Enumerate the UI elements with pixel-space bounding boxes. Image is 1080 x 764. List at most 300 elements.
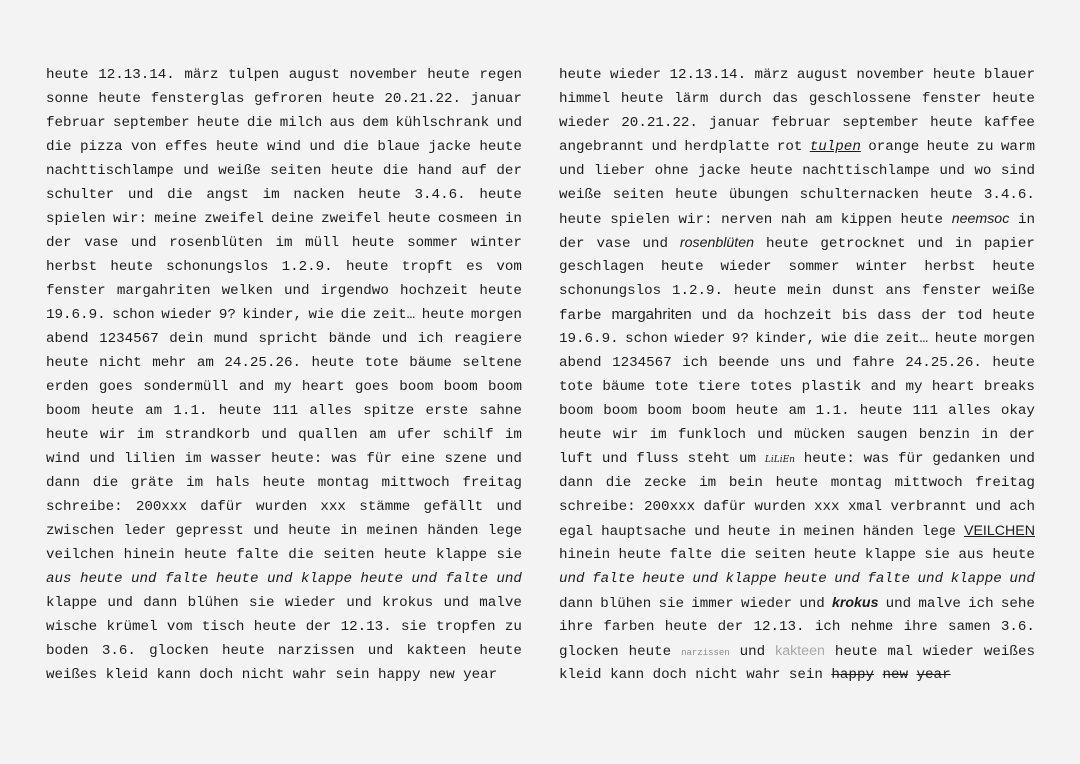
poem-word: fenster <box>921 283 982 299</box>
poem-word: und <box>559 163 585 179</box>
poem-word: 3.4.6. <box>983 187 1035 203</box>
poem-word: saugen <box>856 427 908 443</box>
poem-word: heute <box>427 67 470 83</box>
poem-word: abend <box>559 355 602 371</box>
poem-word: heute <box>46 67 89 83</box>
poem-word: doch <box>652 667 687 683</box>
poem-word: vase <box>596 236 631 252</box>
poem-word: wieder <box>609 67 662 83</box>
poem-word: aus <box>958 547 984 563</box>
poem-word: august <box>796 67 849 83</box>
poem-word: seiten <box>754 547 806 563</box>
poem-word: wahr <box>746 667 781 683</box>
poem-word: schon <box>112 307 155 323</box>
poem-word: schreibe: <box>559 499 636 515</box>
poem-word: heute: <box>803 451 855 467</box>
poem-word: heute <box>79 571 123 587</box>
poem-line <box>46 279 522 303</box>
poem-word: am <box>788 403 806 419</box>
poem-line <box>46 663 522 687</box>
poem-word: seiten <box>270 163 322 179</box>
poem-word: heute <box>930 115 973 131</box>
poem-word: wie <box>821 331 848 347</box>
poem-word: VEILCHEN <box>963 523 1035 539</box>
poem-word: heute <box>479 187 522 203</box>
poem-word: samen <box>947 619 991 635</box>
poem-word: 1.1. <box>815 403 850 419</box>
poem-word: freitag <box>462 475 522 491</box>
poem-word: die <box>167 187 193 203</box>
poem-word: und <box>834 571 860 587</box>
poem-word: heute <box>46 355 89 371</box>
poem-word: 3.6. <box>101 643 136 659</box>
poem-word: heute <box>222 643 265 659</box>
poem-line <box>559 63 1035 87</box>
poem-word: heute: <box>271 451 323 467</box>
poem-word: die <box>340 307 367 323</box>
poem-word: vom <box>496 259 522 275</box>
poem-word: übungen <box>728 187 789 203</box>
poem-word: der <box>717 619 744 635</box>
poem-word: warm <box>1000 139 1035 155</box>
poem-word: deine <box>271 211 314 227</box>
poem-word: dass <box>877 308 912 324</box>
poem-word: alles <box>309 403 352 419</box>
poem-word: tropft <box>401 259 453 275</box>
poem-word: dein <box>169 331 204 347</box>
poem-word: dann <box>46 475 81 491</box>
poem-line <box>559 279 1035 303</box>
poem-word: zu <box>976 139 994 155</box>
poem-word: 9? <box>218 307 236 323</box>
poem-word: krokus <box>831 595 879 611</box>
poem-word: mein <box>787 283 822 299</box>
poem-word: boom <box>46 403 81 419</box>
poem-word: malve <box>918 596 961 612</box>
poem-word: kippen <box>840 212 892 228</box>
poem-word: weiße <box>218 163 261 179</box>
poem-word: my <box>274 379 292 395</box>
poem-word: schilf <box>442 427 494 443</box>
poem-word: sie <box>924 547 950 563</box>
poem-word: heute <box>992 547 1035 563</box>
poem-word: schon <box>625 331 668 347</box>
poem-word: nicht <box>241 667 285 683</box>
poem-word: sie <box>401 619 427 635</box>
poem-word: heute <box>91 403 134 419</box>
poem-word: tisch <box>201 619 245 635</box>
poem-word: gedanken <box>932 451 1001 467</box>
poem-word: wische <box>46 619 98 635</box>
poem-word: boom <box>691 403 726 419</box>
poem-line <box>46 591 522 615</box>
poem-word: sahne <box>479 403 522 419</box>
poem-word: boom <box>399 379 434 395</box>
poem-word: boom <box>443 379 478 395</box>
poem-word: zeit… <box>885 331 929 347</box>
poem-word: spielen <box>610 212 670 228</box>
poem-word: tiere <box>697 379 741 395</box>
poem-word: aus <box>46 571 72 587</box>
poem-word: boom <box>559 403 594 419</box>
poem-word: heute <box>388 211 431 227</box>
poem-word: xxx <box>320 499 346 515</box>
poem-word: fluss <box>636 451 679 467</box>
poem-word: nachttischlampe <box>802 163 930 179</box>
poem-word: sonne <box>46 91 89 107</box>
poem-word: märz <box>184 67 219 83</box>
poem-word: in <box>340 523 358 539</box>
poem-word: heute <box>311 355 355 371</box>
poem-word: und <box>107 595 133 611</box>
poem-word: falte <box>445 571 488 587</box>
poem-word: 200xxx <box>644 499 696 515</box>
poem-word: und <box>799 596 825 612</box>
poem-word: 12.13. <box>753 619 805 635</box>
poem-word: und <box>130 235 157 251</box>
poem-word: beende <box>718 355 770 371</box>
poem-word: ohne <box>654 163 689 179</box>
poem-word: heute <box>479 139 522 155</box>
poem-word: gräte <box>130 475 174 491</box>
poem-word: was <box>863 451 890 467</box>
poem-word: lege <box>487 523 522 539</box>
poem-word: im <box>649 427 667 443</box>
poem-word: geschlossene <box>808 91 912 107</box>
poem-word: schulter <box>46 187 115 203</box>
poem-word: januar <box>470 91 522 107</box>
poem-line <box>559 639 1035 663</box>
poem-word: bein <box>728 475 763 491</box>
poem-line <box>46 567 522 591</box>
poem-word: dem <box>362 115 389 131</box>
poem-word: and <box>238 379 265 395</box>
poem-line <box>46 423 522 447</box>
poem-word: heute <box>479 283 522 299</box>
poem-word: mehr <box>152 355 187 371</box>
poem-word: schreibe: <box>46 499 123 515</box>
poem-word: und <box>130 571 157 587</box>
poem-word: es <box>466 259 484 275</box>
poem-line <box>46 639 522 663</box>
poem-word: cosmeen <box>437 211 498 227</box>
poem-word: angebrannt <box>559 139 645 155</box>
poem-word: heute <box>661 259 704 275</box>
poem-word: blauer <box>983 67 1035 83</box>
poem-word: ihre <box>903 619 938 635</box>
poem-word: heute <box>332 91 375 107</box>
poem-word: 1.1. <box>173 403 208 419</box>
poem-word: meinen <box>366 523 418 539</box>
poem-word: glocken <box>149 643 209 659</box>
poem-word: die <box>605 475 632 491</box>
poem-word: in <box>981 427 999 443</box>
poem-word: breaks <box>983 379 1035 395</box>
poem-word: bände <box>328 331 372 347</box>
poem-word: gefällt <box>423 499 484 515</box>
poem-word: und <box>1009 451 1035 467</box>
poem-word: heute <box>675 187 718 203</box>
poem-word: ufer <box>397 427 432 443</box>
poem-word: abend <box>46 331 89 347</box>
poem-word: heute <box>184 547 227 563</box>
poem-word: wurden <box>754 499 806 515</box>
poem-word: farbe <box>559 308 602 324</box>
poem-word: und <box>692 571 718 587</box>
poem-word: heute <box>215 139 259 155</box>
poem-word: wir <box>99 427 126 443</box>
poem-word: und <box>443 595 469 611</box>
poem-word: tod <box>956 308 983 324</box>
poem-word: klappe <box>725 571 777 587</box>
poem-word: 12.13. <box>340 619 392 635</box>
poem-line <box>559 423 1035 447</box>
poem-line <box>559 183 1035 207</box>
poem-word: boden <box>46 643 89 659</box>
poem-word: zecke <box>643 475 687 491</box>
poem-word: ach <box>1009 499 1035 515</box>
poem-word: klappe <box>950 571 1002 587</box>
poem-word: heute <box>262 475 306 491</box>
poem-word: in <box>954 236 972 252</box>
poem-word: goes <box>98 379 133 395</box>
poem-word: heart <box>301 379 345 395</box>
poem-word: heute <box>765 236 809 252</box>
poem-word: dafür <box>703 499 747 515</box>
poem-word: heute <box>215 571 259 587</box>
poem-word: heute <box>733 283 777 299</box>
poem-word: 1234567 <box>612 355 672 371</box>
poem-word: stämme <box>359 499 411 515</box>
poem-line <box>559 567 1035 591</box>
poem-line <box>559 591 1035 615</box>
poem-word: schonungslos <box>559 283 662 299</box>
poem-word: und <box>127 187 154 203</box>
poem-word: heute <box>813 547 857 563</box>
poem-word: narzissen <box>277 643 355 659</box>
poem-word: welken <box>221 283 273 299</box>
poem-word: heute <box>727 524 771 540</box>
poem-word: zweifel <box>321 211 381 227</box>
poem-word: sommer <box>788 259 840 275</box>
poem-word: sie <box>658 596 685 612</box>
poem-word: heute <box>46 427 89 443</box>
poem-word: tulpen <box>809 139 861 155</box>
poem-word: heute <box>932 67 976 83</box>
poem-word: xmal <box>847 499 883 515</box>
poem-word: and <box>870 379 897 395</box>
poem-word: ans <box>885 283 912 299</box>
poem-word: freitag <box>975 475 1035 491</box>
poem-word: 19.6.9. <box>559 331 619 347</box>
poem-word: und <box>496 499 522 515</box>
poem-word: heute <box>479 643 522 659</box>
poem-word: weiße <box>992 283 1035 299</box>
poem-word: in <box>504 211 522 227</box>
poem-word: die <box>720 547 747 563</box>
poem-word: 12.13.14. <box>669 67 747 83</box>
poem-word: steht <box>687 451 731 467</box>
poem-word: klappe <box>46 595 98 611</box>
poem-word: und <box>283 283 310 299</box>
poem-word: 1.2.9. <box>281 259 333 275</box>
poem-word: nerven <box>721 212 773 228</box>
poem-word: wieder <box>674 331 726 347</box>
poem-word: nehme <box>850 619 894 635</box>
poem-word: 1.2.9. <box>671 283 724 299</box>
poem-word: jacke <box>428 139 471 155</box>
poem-word: fenster <box>921 91 982 107</box>
poem-word: heute <box>559 427 602 443</box>
poem-word: lieber <box>594 163 646 179</box>
poem-word: plastik <box>801 379 862 395</box>
poem-line <box>559 663 1035 687</box>
poem-word: herbst <box>924 259 976 275</box>
poem-word: von <box>130 139 157 155</box>
poem-word: seiten <box>323 547 375 563</box>
poem-line <box>46 63 522 87</box>
poem-word: tote <box>654 379 689 395</box>
poem-word: bäume <box>409 355 452 371</box>
poem-word: heute <box>351 235 395 251</box>
poem-word: heute <box>992 355 1035 371</box>
poem-line <box>46 183 522 207</box>
poem-word: heute <box>930 187 973 203</box>
poem-line <box>46 447 522 471</box>
poem-word: hand <box>417 163 452 179</box>
poem-word: spielen <box>46 211 106 227</box>
poem-word: wieder <box>720 259 772 275</box>
poem-word: szene <box>444 451 488 467</box>
poem-line <box>46 495 522 519</box>
poem-word: papier <box>983 236 1035 252</box>
poem-word: nicht <box>99 355 142 371</box>
poem-word: heart <box>931 379 975 395</box>
poem-word: orange <box>868 139 920 155</box>
poem-word: der <box>496 163 522 179</box>
poem-word: erste <box>425 403 469 419</box>
poem-word: zu <box>504 619 522 635</box>
poem-word: für <box>898 451 924 467</box>
poem-word: heute <box>750 163 793 179</box>
poem-word: dunst <box>832 283 875 299</box>
poem-word: winter <box>856 259 908 275</box>
poem-word: wind <box>46 451 81 467</box>
poem-line <box>46 135 522 159</box>
poem-word: verbrannt <box>890 499 968 515</box>
poem-word: und <box>346 595 372 611</box>
poem-word: erden <box>46 379 89 395</box>
poem-word: klappe <box>864 547 916 563</box>
poem-word: ich <box>417 331 444 347</box>
poem-word: november <box>856 67 925 83</box>
poem-word: nacken <box>293 187 345 203</box>
poem-word: und <box>642 236 668 252</box>
poem-word: und <box>266 571 293 587</box>
poem-word: fahre <box>852 355 895 371</box>
poem-word: 20.21.22. <box>621 115 698 131</box>
poem-word: dann <box>143 595 178 611</box>
poem-word: und <box>601 451 628 467</box>
poem-word: der <box>921 308 947 324</box>
poem-word: nachttischlampe <box>46 163 174 179</box>
poem-word: im <box>262 187 280 203</box>
poem-word: tropfen <box>435 619 496 635</box>
poem-line <box>46 87 522 111</box>
poem-word: am <box>196 355 214 371</box>
poem-line <box>559 471 1035 495</box>
poem-word: am <box>368 427 386 443</box>
poem-word: bis <box>841 308 868 324</box>
poem-word: und <box>89 451 115 467</box>
poem-line <box>46 231 522 255</box>
poem-word: ich <box>968 596 994 612</box>
poem-word: heute <box>992 308 1035 324</box>
poem-word: 12.13.14. <box>98 67 175 83</box>
poem-word: krokus <box>382 595 434 611</box>
poem-word: heute <box>358 187 401 203</box>
poem-word: mund <box>213 331 248 347</box>
poem-word: und <box>651 139 678 155</box>
poem-word: die <box>343 139 369 155</box>
poem-word: boom <box>603 403 638 419</box>
poem-word: blühen <box>600 596 652 612</box>
poem-word: strandkorb <box>164 427 251 443</box>
poem-word: und <box>559 571 585 587</box>
poem-word: leder <box>123 523 167 539</box>
poem-line <box>559 135 1035 159</box>
poem-word: my <box>905 379 923 395</box>
poem-word: kakteen <box>406 643 467 659</box>
poem-word: weißes <box>983 644 1035 660</box>
poem-line <box>46 375 522 399</box>
poem-line <box>46 543 522 567</box>
poem-word: happy <box>831 667 874 683</box>
poem-word: heute <box>735 403 779 419</box>
poem-line <box>559 207 1035 231</box>
poem-word: xxx <box>814 499 840 515</box>
poem-word: für <box>366 451 392 467</box>
poem-word: 200xxx <box>135 499 187 515</box>
poem-word: 3.4.6. <box>414 187 466 203</box>
poem-word: 1234567 <box>99 331 159 347</box>
poem-word: 111 <box>272 403 299 419</box>
poem-word: heute <box>934 331 978 347</box>
poem-word: seltene <box>462 355 522 371</box>
poem-line <box>46 519 522 543</box>
poem-line <box>559 351 1035 375</box>
poem-word: eine <box>401 451 436 467</box>
poem-word: wieder <box>740 596 793 612</box>
poem-word: kinder, <box>755 331 815 347</box>
poem-word: der <box>559 236 585 252</box>
poem-line <box>559 447 1035 471</box>
poem-word: sie <box>248 595 275 611</box>
poem-word: 24.25.26. <box>905 355 982 371</box>
poem-word: kleid <box>559 667 602 683</box>
poem-line <box>559 255 1035 279</box>
poem-word: falte <box>867 571 910 587</box>
poem-word: zwischen <box>46 523 115 539</box>
poem-word: januar <box>709 115 761 131</box>
poem-line <box>559 303 1035 327</box>
poem-word: rosenblüten <box>679 235 755 251</box>
poem-word: heute <box>360 571 403 587</box>
poem-word: händen <box>427 523 479 539</box>
poem-word: falte <box>669 547 713 563</box>
poem-word: und <box>757 427 783 443</box>
poem-word: im <box>136 427 154 443</box>
